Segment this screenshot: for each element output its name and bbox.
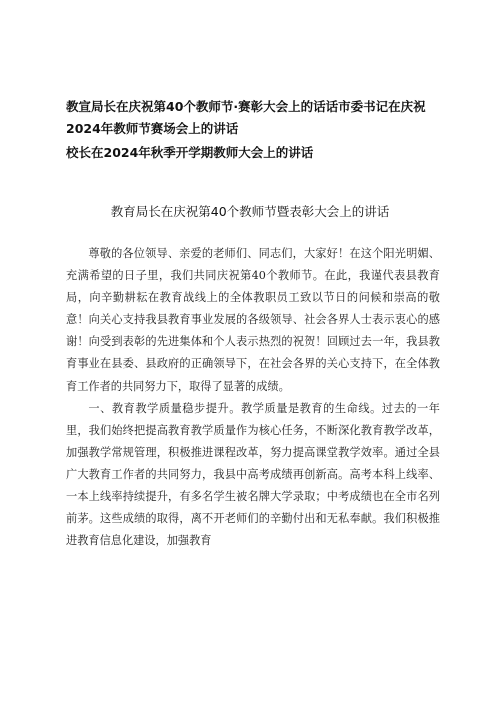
toc-entry[interactable]: 教宣局长在庆祝第40个教师节·赛彰大会上的话话市委书记在庆祝2024年教师节赛场会上的讲话 — [66, 99, 426, 136]
table-of-contents — [66, 96, 446, 164]
toc-entry[interactable]: 校长在2024年秋季开学期教师大会上的讲话 — [66, 145, 314, 160]
document-title: 教育局长在庆祝第40个教师节暨表彰大会上的讲话 — [110, 204, 390, 219]
document-body — [66, 243, 440, 552]
paragraph: 一、教育教学质量稳步提升。教学质量是教育的生命线。过去的一年里，我们始终把提高教育教学质量作为核心任务，不断深化教育教学改革，加强教学常规管理，积极推进课程改革，努力提高课堂教学效率。通过全县广大教育工作者的共同努力，我县中高考成绩再创新高。高考本科上线率、一本上线率持续提升，有多名学生被名牌大学录取；中考成绩也在全市名列前茅。这些成绩的取得，离不开老师们的辛勤付出和无私奉献。我们积极推进教育信息化建设，加强教育 — [66, 401, 440, 548]
paragraph: 尊敬的各位领导、亲爱的老师们、同志们，大家好！在这个阳光明媚、充满希望的日子里，我们共同庆祝第40个教师节。在此，我谨代表县教育局，向辛勤耕耘在教育战线上的全体教职员工致以节日的问候和崇高的敬意！向关心支持我县教育事业发展的各级领导、社会各界人士表示衷心的感谢！向受到表彰的先进集体和个人表示热烈的祝贺！回顾过去一年，我县教育事业在县委、县政府的正确领导下，在社会各界的关心支持下，在全体教育工作者的共同努力下，取得了显著的成绩。 — [66, 247, 440, 393]
